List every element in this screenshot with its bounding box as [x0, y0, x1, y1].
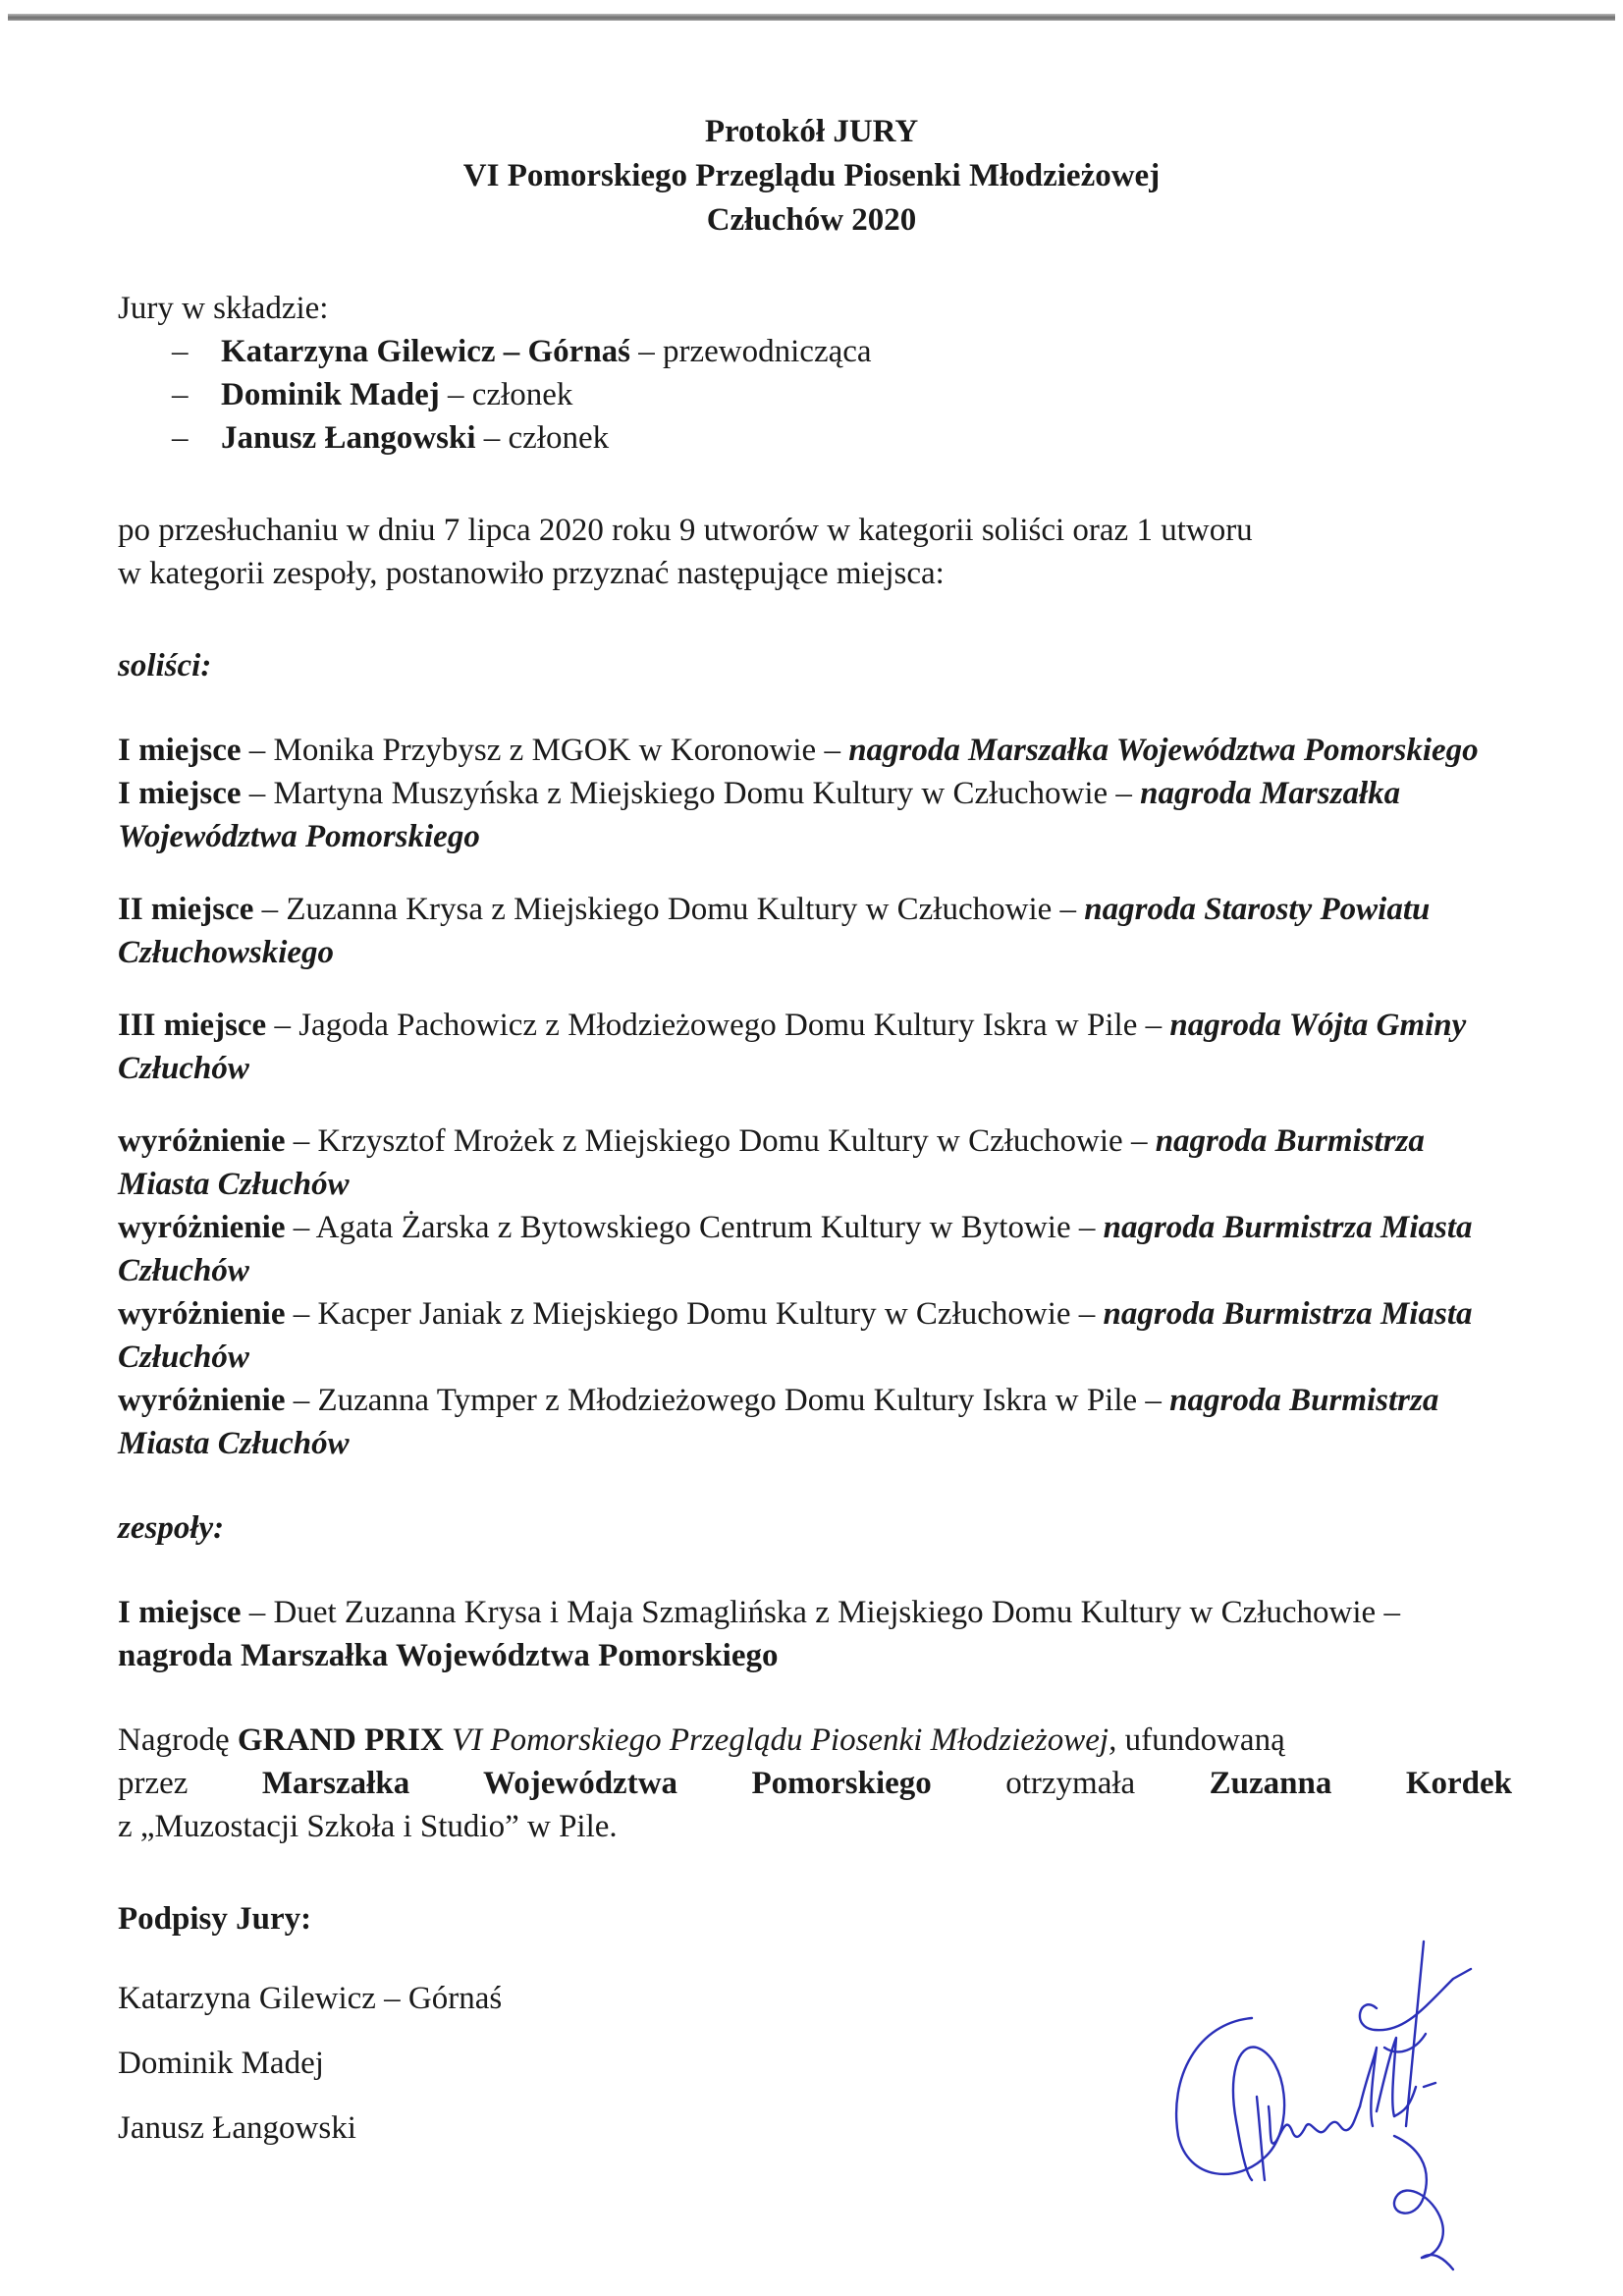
member-role: – członek: [475, 420, 610, 456]
grand-prix-sponsor: Marszałka Województwa Pomorskiego: [261, 1766, 932, 1801]
grand-prix-by: przez: [118, 1766, 262, 1801]
award-place: wyróżnienie: [118, 1383, 286, 1418]
category-bands: zespoły:: [118, 1510, 225, 1546]
grand-prix-line: [118, 1762, 1512, 1805]
award-place: I miejsce: [118, 776, 242, 811]
award-prize: nagroda Marszałka Województwa Pomorskiego: [848, 733, 1479, 768]
award-text: – Agata Żarska z Bytowskiego Centrum Kultury w Bytowie –: [285, 1210, 1104, 1245]
award-entry: [118, 1292, 1512, 1379]
award-prize: nagroda Burmistrza Miasta Człuchów: [118, 1383, 1439, 1461]
jury-member: [172, 330, 1512, 373]
member-name: Janusz Łangowski: [221, 420, 476, 456]
grand-prix-label: GRAND PRIX: [237, 1722, 444, 1758]
grand-prix-event: VI Pomorskiego Przeglądu Piosenki Młodzieżowej,: [443, 1722, 1117, 1758]
member-role: – członek: [439, 377, 573, 412]
jury-intro: Jury w składzie:: [118, 291, 329, 326]
award-place: wyróżnienie: [118, 1123, 286, 1159]
award-prize: nagroda Burmistrza Miasta Człuchów: [118, 1296, 1473, 1375]
grand-prix-prefix: Nagrodę: [118, 1722, 238, 1758]
award-entry: [118, 888, 1512, 974]
award-prize: nagroda Marszałka Województwa Pomorskiego: [118, 776, 1401, 854]
grand-prix-line: z „Muzostacji Szkoła i Studio” w Pile.: [118, 1809, 618, 1844]
award-place: II miejsce: [118, 892, 254, 927]
award-prize: nagroda Burmistrza Miasta Człuchów: [118, 1123, 1425, 1202]
award-entry: [118, 1206, 1512, 1292]
signatory-name: Janusz Łangowski: [118, 2110, 356, 2146]
event-place-year: Człuchów 2020: [706, 202, 917, 238]
member-name: Katarzyna Gilewicz – Górnaś: [221, 334, 631, 369]
decision-line: po przesłuchaniu w dniu 7 lipca 2020 roku 9 utworów w kategorii soliści oraz 1 utworu: [118, 513, 1253, 548]
member-name: Dominik Madej: [221, 377, 440, 412]
award-entry: [118, 729, 1512, 772]
event-name: VI Pomorskiego Przeglądu Piosenki Młodzieżowej: [462, 158, 1161, 193]
award-text: – Zuzanna Krysa z Miejskiego Domu Kultury w Człuchowie –: [253, 892, 1085, 927]
jury-member: [172, 416, 1512, 460]
award-prize: nagroda Marszałka Województwa Pomorskiego: [118, 1638, 779, 1673]
award-place: I miejsce: [118, 733, 242, 768]
document-header: [0, 110, 1623, 243]
signatory-name: Katarzyna Gilewicz – Górnaś: [118, 1981, 503, 2016]
award-entry: [118, 1591, 1512, 1677]
award-place: I miejsce: [118, 1595, 242, 1630]
grand-prix-received: otrzymała: [931, 1766, 1210, 1801]
award-text: – Duet Zuzanna Krysa i Maja Szmaglińska z Miejskiego Domu Kultury w Człuchowie –: [241, 1595, 1400, 1630]
grand-prix-line: [118, 1719, 1512, 1762]
award-text: – Zuzanna Tymper z Młodzieżowego Domu Kultury Iskra w Pile –: [285, 1383, 1170, 1418]
jury-members: [118, 330, 1512, 460]
grand-prix-winner: Zuzanna Kordek: [1209, 1766, 1512, 1801]
award-text: – Kacper Janiak z Miejskiego Domu Kultury w Człuchowie –: [285, 1296, 1104, 1332]
award-text: – Martyna Muszyńska z Miejskiego Domu Kultury w Człuchowie –: [241, 776, 1141, 811]
award-text: – Krzysztof Mrożek z Miejskiego Domu Kultury w Człuchowie –: [285, 1123, 1156, 1159]
award-place: wyróżnienie: [118, 1296, 286, 1332]
grand-prix-suffix: ufundowaną: [1116, 1722, 1285, 1758]
award-text: – Monika Przybysz z MGOK w Koronowie –: [241, 733, 849, 768]
jury-member: [172, 373, 1512, 416]
signatory-name: Dominik Madej: [118, 2046, 324, 2081]
award-text: – Jagoda Pachowicz z Młodzieżowego Domu Kultury Iskra w Pile –: [266, 1008, 1170, 1043]
signatures-heading: Podpisy Jury:: [118, 1901, 312, 1937]
member-role: – przewodnicząca: [630, 334, 872, 369]
top-rule: [8, 14, 1615, 21]
document-body: [118, 287, 1512, 2160]
award-entry: [118, 1120, 1512, 1206]
decision-line: w kategorii zespoły, postanowiło przyznać następujące miejsca:: [118, 556, 945, 591]
award-prize: nagroda Starosty Powiatu Człuchowskiego: [118, 892, 1431, 970]
handwritten-signature: [1159, 1940, 1551, 2283]
award-place: III miejsce: [118, 1008, 267, 1043]
award-entry: [118, 1379, 1512, 1465]
award-prize: nagroda Burmistrza Miasta Człuchów: [118, 1210, 1473, 1288]
award-entry: [118, 1004, 1512, 1090]
award-place: wyróżnienie: [118, 1210, 286, 1245]
title: Protokół JURY: [704, 114, 919, 149]
award-entry: [118, 772, 1512, 858]
category-soloists: soliści:: [118, 648, 212, 683]
award-prize: nagroda Wójta Gminy Człuchów: [118, 1008, 1467, 1086]
